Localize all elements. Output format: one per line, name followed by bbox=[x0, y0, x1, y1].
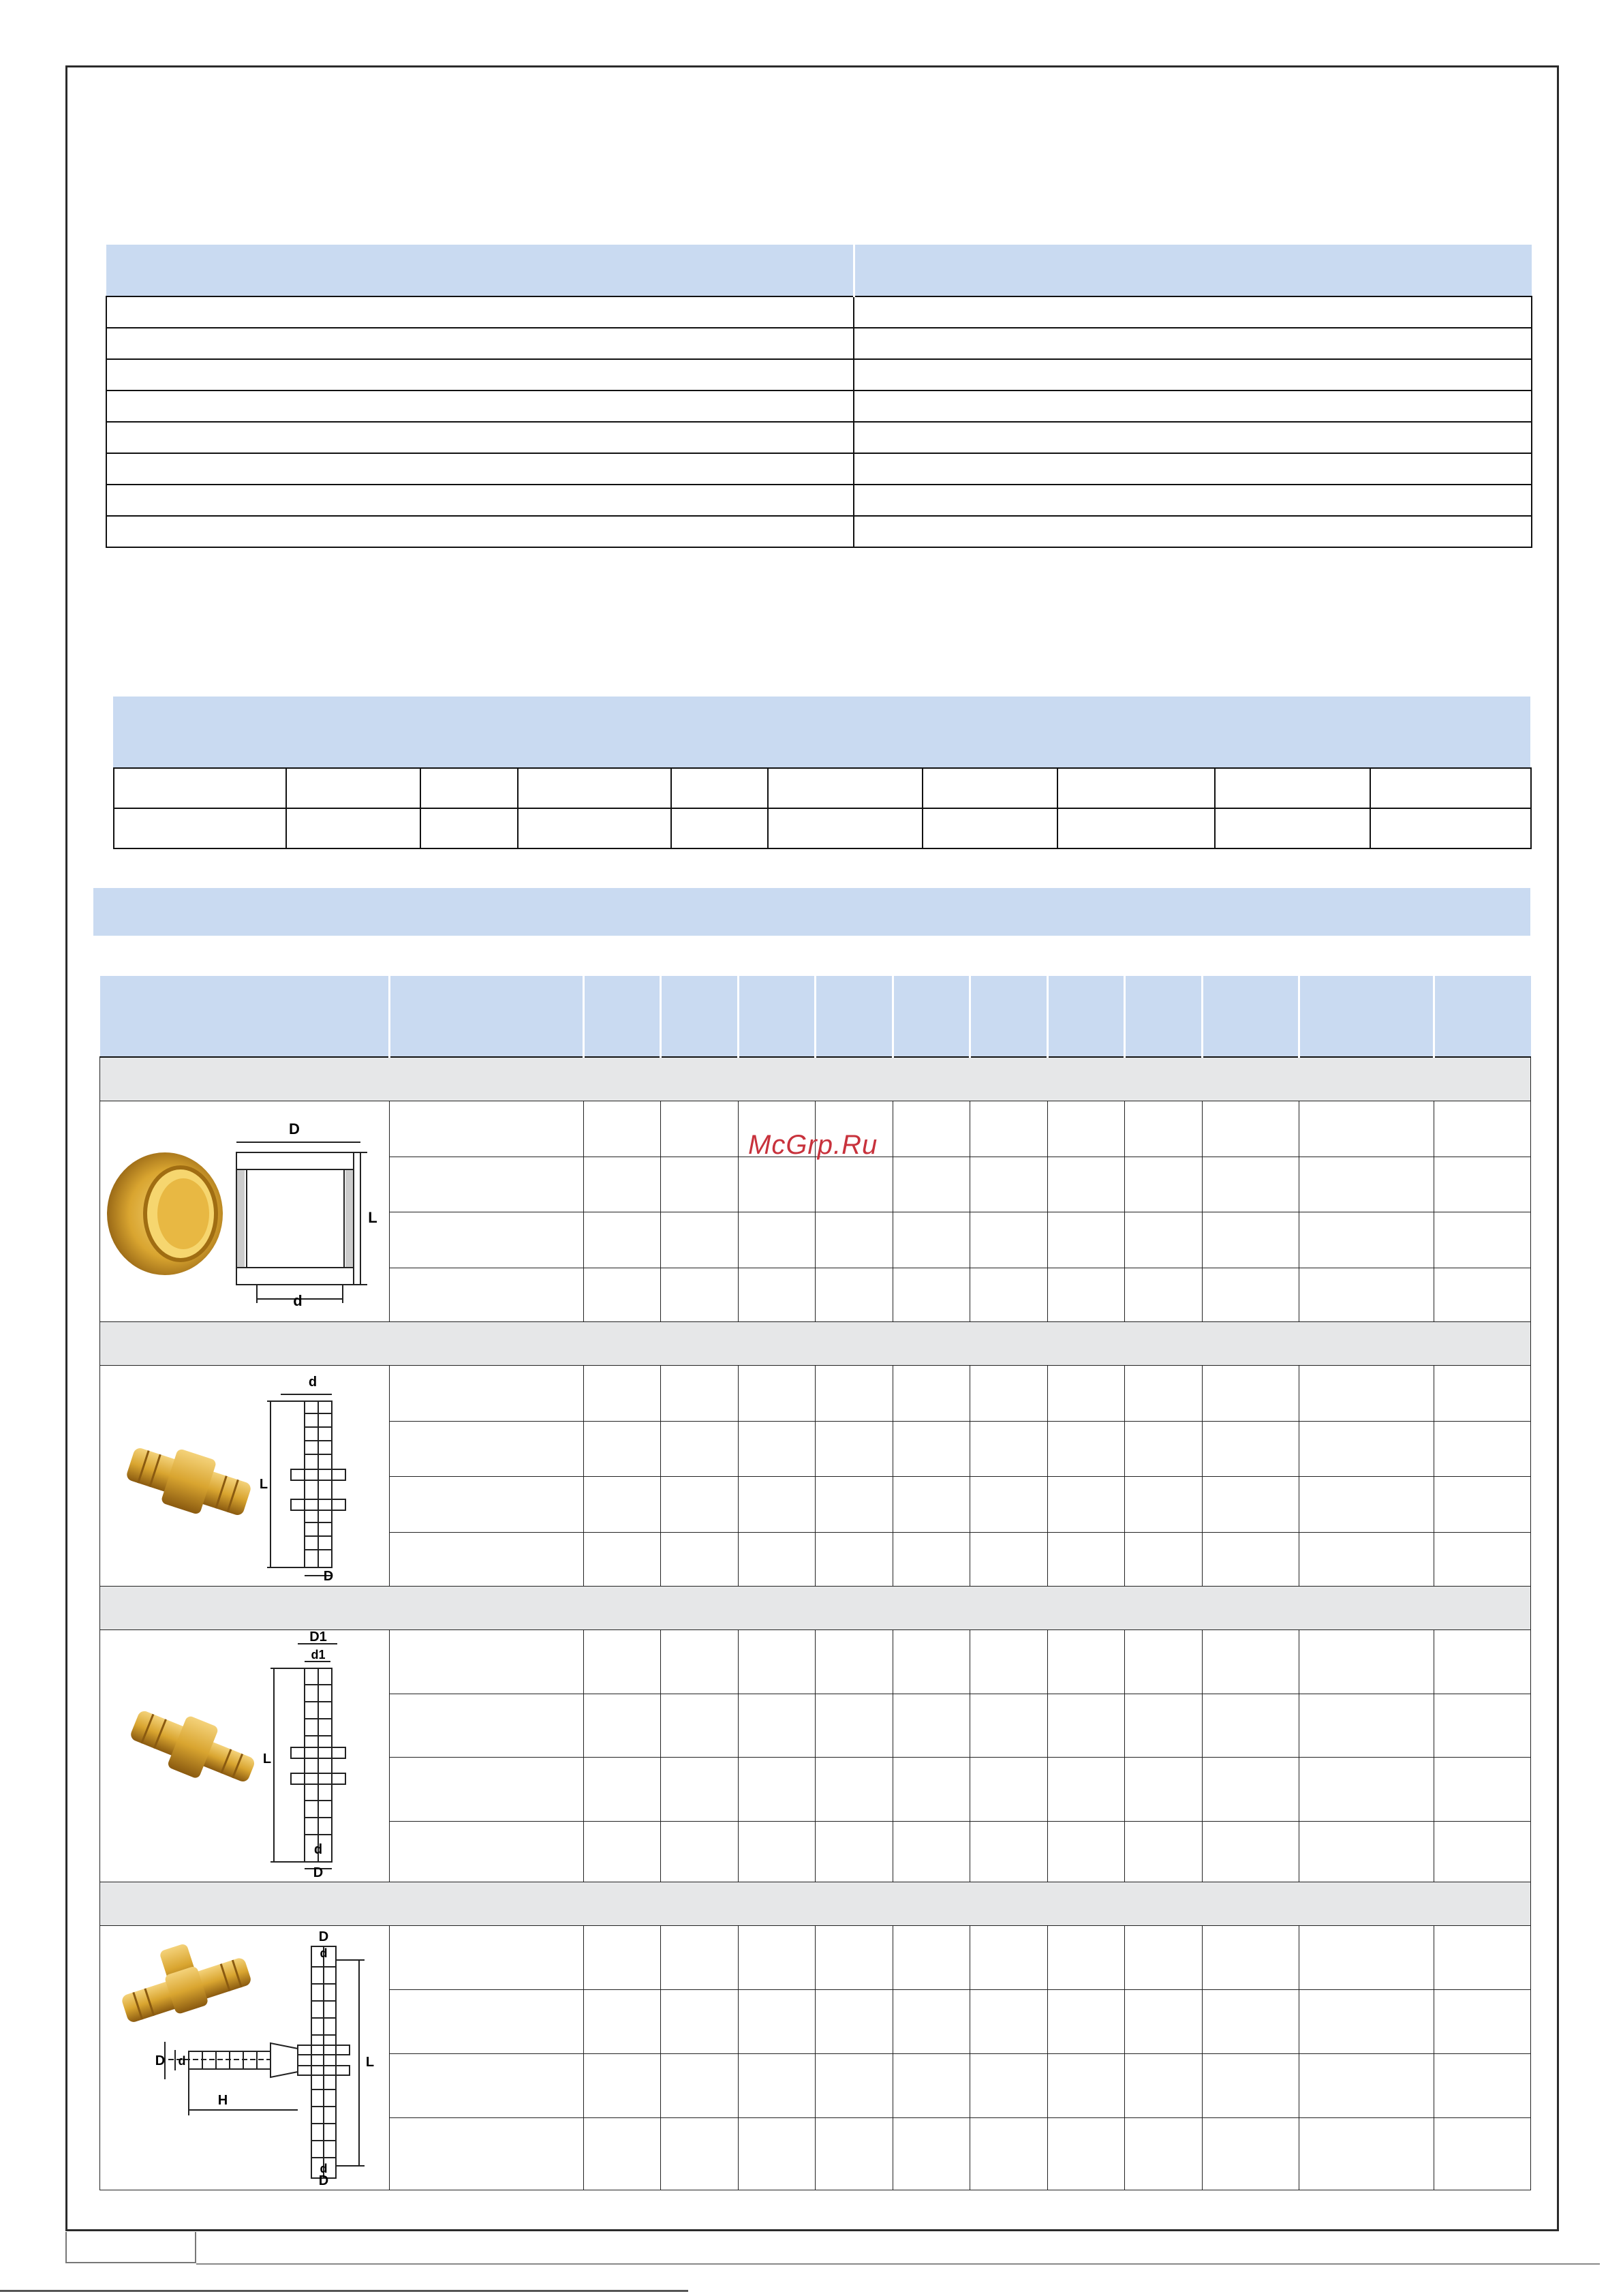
properties-header-cell bbox=[106, 245, 854, 296]
cell bbox=[970, 1821, 1048, 1882]
cell bbox=[1203, 1157, 1299, 1212]
property-name-cell bbox=[106, 453, 854, 485]
cell bbox=[390, 2117, 584, 2190]
cell bbox=[1299, 1477, 1434, 1533]
cell bbox=[390, 1157, 584, 1212]
cell bbox=[739, 2117, 816, 2190]
header-cell bbox=[661, 976, 739, 1057]
cell bbox=[1125, 1989, 1203, 2053]
cell bbox=[1299, 1758, 1434, 1822]
cell bbox=[661, 1821, 739, 1882]
cell bbox=[1048, 2053, 1125, 2117]
dimensions-header-band bbox=[113, 697, 1530, 767]
cell bbox=[739, 1926, 816, 1990]
cell bbox=[1203, 1268, 1299, 1322]
cell bbox=[1048, 1477, 1125, 1533]
cell bbox=[893, 1421, 970, 1477]
cell bbox=[893, 1212, 970, 1268]
cell bbox=[816, 1821, 893, 1882]
dimension-cell bbox=[420, 768, 518, 808]
cell bbox=[1434, 1926, 1531, 1990]
cell bbox=[816, 2053, 893, 2117]
svg-text:D: D bbox=[313, 1865, 324, 1877]
dimension-cell bbox=[114, 808, 286, 848]
header-cell bbox=[816, 976, 893, 1057]
svg-text:d: d bbox=[293, 1292, 303, 1309]
cell bbox=[1299, 1366, 1434, 1422]
dimension-cell bbox=[923, 808, 1057, 848]
brass-reducing-coupling-icon bbox=[100, 1630, 386, 1877]
properties-header-cell bbox=[854, 245, 1532, 296]
cell bbox=[1125, 2053, 1203, 2117]
group-title-cell bbox=[100, 1587, 1531, 1630]
cell bbox=[739, 1366, 816, 1422]
cell bbox=[390, 1268, 584, 1322]
cell bbox=[584, 1926, 661, 1990]
cell bbox=[1048, 1821, 1125, 1882]
properties-row bbox=[106, 453, 1532, 485]
dimension-cell bbox=[114, 768, 286, 808]
cell bbox=[816, 1157, 893, 1212]
cell bbox=[893, 1989, 970, 2053]
cell bbox=[816, 1630, 893, 1694]
header-cell bbox=[1048, 976, 1125, 1057]
cell bbox=[1434, 1366, 1531, 1422]
cell bbox=[1203, 1926, 1299, 1990]
cell bbox=[970, 1212, 1048, 1268]
dimensions-row bbox=[114, 808, 1531, 848]
property-value-cell bbox=[854, 328, 1532, 359]
cell bbox=[1434, 2053, 1531, 2117]
properties-row bbox=[106, 296, 1532, 328]
cell bbox=[390, 1694, 584, 1758]
cell bbox=[584, 1212, 661, 1268]
cell bbox=[1203, 2053, 1299, 2117]
header-cell bbox=[970, 976, 1048, 1057]
cell bbox=[893, 1821, 970, 1882]
property-value-cell bbox=[854, 516, 1532, 547]
watermark: McGrp.Ru bbox=[748, 1130, 878, 1160]
cell bbox=[739, 1758, 816, 1822]
cell bbox=[584, 1758, 661, 1822]
bottom-rule bbox=[0, 2290, 688, 2292]
dimensions-row bbox=[114, 768, 1531, 808]
header-cell bbox=[739, 976, 816, 1057]
fitting-image-cell bbox=[100, 1366, 390, 1587]
svg-text:L: L bbox=[368, 1209, 377, 1226]
cell bbox=[1299, 1926, 1434, 1990]
cell bbox=[816, 1366, 893, 1422]
cell bbox=[661, 1157, 739, 1212]
dimension-cell bbox=[518, 768, 671, 808]
cell bbox=[1125, 1268, 1203, 1322]
cell bbox=[893, 1926, 970, 1990]
cell bbox=[584, 1821, 661, 1882]
group-row bbox=[100, 1587, 1531, 1630]
dimension-cell bbox=[923, 768, 1057, 808]
property-name-cell bbox=[106, 296, 854, 328]
cell bbox=[584, 1532, 661, 1587]
cell bbox=[584, 1477, 661, 1533]
cell bbox=[1203, 1477, 1299, 1533]
cell bbox=[970, 1157, 1048, 1212]
cell bbox=[1203, 2117, 1299, 2190]
property-name-cell bbox=[106, 391, 854, 422]
cell bbox=[584, 1268, 661, 1322]
cell bbox=[970, 2117, 1048, 2190]
cell bbox=[1299, 1212, 1434, 1268]
brass-tee-icon bbox=[100, 1926, 386, 2185]
fitting-image-cell bbox=[100, 1630, 390, 1882]
cell bbox=[816, 1477, 893, 1533]
cell bbox=[661, 1212, 739, 1268]
table-row bbox=[100, 1926, 1531, 1990]
properties-row bbox=[106, 422, 1532, 453]
cell bbox=[816, 1694, 893, 1758]
header-cell bbox=[584, 976, 661, 1057]
cell bbox=[1125, 1758, 1203, 1822]
cell bbox=[390, 1630, 584, 1694]
cell bbox=[1434, 1101, 1531, 1157]
cell bbox=[893, 1101, 970, 1157]
dimension-cell bbox=[420, 808, 518, 848]
cell bbox=[1125, 1630, 1203, 1694]
cell bbox=[1048, 1268, 1125, 1322]
cell bbox=[970, 1477, 1048, 1533]
svg-text:d: d bbox=[320, 1946, 328, 1960]
fitting-image-cell bbox=[100, 1101, 390, 1322]
cell bbox=[390, 1212, 584, 1268]
cell bbox=[390, 1989, 584, 2053]
header-cell bbox=[100, 976, 390, 1057]
header-cell bbox=[390, 976, 584, 1057]
cell bbox=[390, 2053, 584, 2117]
dimension-cell bbox=[1215, 808, 1370, 848]
cell bbox=[970, 1268, 1048, 1322]
cell bbox=[584, 1630, 661, 1694]
cell bbox=[1048, 1101, 1125, 1157]
cell bbox=[739, 1630, 816, 1694]
group-title-cell bbox=[100, 1882, 1531, 1926]
cell bbox=[1434, 2117, 1531, 2190]
cell bbox=[970, 1532, 1048, 1587]
properties-row bbox=[106, 391, 1532, 422]
cell bbox=[661, 1630, 739, 1694]
cell bbox=[1299, 1630, 1434, 1694]
dimension-cell bbox=[1057, 768, 1215, 808]
cell bbox=[584, 1101, 661, 1157]
dimension-cell bbox=[768, 808, 923, 848]
property-name-cell bbox=[106, 359, 854, 391]
brass-coupling-icon bbox=[100, 1366, 386, 1581]
property-value-cell bbox=[854, 453, 1532, 485]
group-row bbox=[100, 1322, 1531, 1366]
svg-text:L: L bbox=[262, 1751, 272, 1766]
table-row bbox=[100, 1366, 1531, 1422]
cell bbox=[1299, 1989, 1434, 2053]
cell bbox=[893, 2117, 970, 2190]
svg-text:D: D bbox=[289, 1120, 300, 1137]
svg-text:d: d bbox=[320, 2162, 328, 2175]
cell bbox=[1434, 1630, 1531, 1694]
cell bbox=[661, 1366, 739, 1422]
svg-text:D: D bbox=[318, 2173, 329, 2185]
cell bbox=[1125, 1694, 1203, 1758]
property-name-cell bbox=[106, 328, 854, 359]
cell bbox=[1125, 1157, 1203, 1212]
cell bbox=[816, 1532, 893, 1587]
cell bbox=[1434, 1532, 1531, 1587]
cell bbox=[1125, 1212, 1203, 1268]
cell bbox=[661, 2117, 739, 2190]
cell bbox=[1048, 1758, 1125, 1822]
svg-text:d: d bbox=[308, 1375, 318, 1390]
header-cell bbox=[1125, 976, 1203, 1057]
cell bbox=[893, 1268, 970, 1322]
cell bbox=[1299, 1157, 1434, 1212]
property-value-cell bbox=[854, 296, 1532, 328]
cell bbox=[1434, 1694, 1531, 1758]
cell bbox=[893, 1630, 970, 1694]
cell bbox=[1048, 1157, 1125, 1212]
cell bbox=[584, 1694, 661, 1758]
cell bbox=[970, 1758, 1048, 1822]
cell bbox=[584, 1366, 661, 1422]
cell bbox=[390, 1366, 584, 1422]
cell bbox=[739, 1477, 816, 1533]
cell bbox=[1203, 1212, 1299, 1268]
svg-text:d: d bbox=[178, 2054, 186, 2068]
cell bbox=[1203, 1101, 1299, 1157]
cell bbox=[1048, 1926, 1125, 1990]
cell bbox=[970, 1101, 1048, 1157]
cell bbox=[1434, 1268, 1531, 1322]
cell bbox=[1434, 1212, 1531, 1268]
header-cell bbox=[893, 976, 970, 1057]
cell bbox=[390, 1821, 584, 1882]
dimension-cell bbox=[671, 808, 768, 848]
cell bbox=[1299, 1694, 1434, 1758]
cell bbox=[1125, 2117, 1203, 2190]
cell bbox=[661, 1926, 739, 1990]
cell bbox=[893, 1366, 970, 1422]
cell bbox=[1299, 2117, 1434, 2190]
cell bbox=[584, 2117, 661, 2190]
cell bbox=[1299, 1101, 1434, 1157]
cell bbox=[816, 1926, 893, 1990]
cell bbox=[970, 1989, 1048, 2053]
cell bbox=[390, 1532, 584, 1587]
cell bbox=[661, 1421, 739, 1477]
cell bbox=[1434, 1758, 1531, 1822]
svg-text:H: H bbox=[217, 2093, 228, 2108]
svg-text:d: d bbox=[313, 1842, 323, 1857]
cell bbox=[739, 1821, 816, 1882]
fittings-header bbox=[100, 976, 1531, 1057]
cell bbox=[390, 1101, 584, 1157]
cell bbox=[970, 2053, 1048, 2117]
cell bbox=[1203, 1366, 1299, 1422]
cell bbox=[739, 1989, 816, 2053]
cell bbox=[1203, 1821, 1299, 1882]
cell bbox=[1048, 1212, 1125, 1268]
cell bbox=[661, 1532, 739, 1587]
cell bbox=[1299, 1268, 1434, 1322]
table-row bbox=[100, 1630, 1531, 1694]
cell bbox=[1048, 1421, 1125, 1477]
property-name-cell bbox=[106, 516, 854, 547]
cell bbox=[893, 1758, 970, 1822]
dimension-cell bbox=[1370, 808, 1531, 848]
cell bbox=[1048, 1989, 1125, 2053]
dimension-cell bbox=[671, 768, 768, 808]
cell bbox=[1299, 1821, 1434, 1882]
cell bbox=[1299, 2053, 1434, 2117]
cell bbox=[1203, 1758, 1299, 1822]
cell bbox=[816, 1421, 893, 1477]
cell bbox=[1048, 1532, 1125, 1587]
cell bbox=[661, 1989, 739, 2053]
svg-text:D1: D1 bbox=[309, 1630, 327, 1644]
svg-text:D: D bbox=[323, 1569, 334, 1581]
cell bbox=[1048, 2117, 1125, 2190]
svg-text:D: D bbox=[155, 2053, 166, 2068]
svg-text:D: D bbox=[318, 1929, 329, 1944]
dimension-cell bbox=[1215, 768, 1370, 808]
cell bbox=[1203, 1532, 1299, 1587]
cell bbox=[1125, 1532, 1203, 1587]
cell bbox=[739, 1268, 816, 1322]
cell bbox=[739, 1212, 816, 1268]
cell bbox=[1434, 1989, 1531, 2053]
dimension-cell bbox=[1370, 768, 1531, 808]
cell bbox=[1125, 1421, 1203, 1477]
cell bbox=[970, 1694, 1048, 1758]
property-value-cell bbox=[854, 391, 1532, 422]
cell bbox=[1203, 1694, 1299, 1758]
cell bbox=[1203, 1421, 1299, 1477]
property-name-cell bbox=[106, 422, 854, 453]
properties-row bbox=[106, 328, 1532, 359]
cell bbox=[739, 1694, 816, 1758]
brass-sleeve-icon bbox=[100, 1101, 386, 1317]
header-cell bbox=[1434, 976, 1531, 1057]
cell bbox=[661, 2053, 739, 2117]
cell bbox=[1434, 1157, 1531, 1212]
cell bbox=[816, 1212, 893, 1268]
property-value-cell bbox=[854, 422, 1532, 453]
cell bbox=[390, 1758, 584, 1822]
cell bbox=[661, 1101, 739, 1157]
group-title-cell bbox=[100, 1322, 1531, 1366]
cell bbox=[1125, 1926, 1203, 1990]
header-cell bbox=[1299, 976, 1434, 1057]
property-value-cell bbox=[854, 485, 1532, 516]
cell bbox=[390, 1421, 584, 1477]
cell bbox=[1299, 1532, 1434, 1587]
dimensions-table bbox=[113, 767, 1532, 849]
cell bbox=[893, 1532, 970, 1587]
svg-text:L: L bbox=[365, 2055, 375, 2070]
cell bbox=[1125, 1477, 1203, 1533]
dimension-cell bbox=[286, 808, 420, 848]
cell bbox=[1048, 1694, 1125, 1758]
properties-header bbox=[106, 245, 1532, 296]
cell bbox=[661, 1268, 739, 1322]
cell bbox=[816, 1268, 893, 1322]
cell bbox=[1299, 1421, 1434, 1477]
cell bbox=[970, 1630, 1048, 1694]
group-title-cell bbox=[100, 1057, 1531, 1101]
cell bbox=[893, 1157, 970, 1212]
cell bbox=[1125, 1821, 1203, 1882]
cell bbox=[1203, 1630, 1299, 1694]
cell bbox=[390, 1477, 584, 1533]
cell bbox=[739, 2053, 816, 2117]
property-value-cell bbox=[854, 359, 1532, 391]
cell bbox=[816, 1989, 893, 2053]
cell bbox=[893, 2053, 970, 2117]
group-row bbox=[100, 1057, 1531, 1101]
cell bbox=[970, 1421, 1048, 1477]
cell bbox=[1048, 1366, 1125, 1422]
cell bbox=[1125, 1101, 1203, 1157]
fitting-image-cell bbox=[100, 1926, 390, 2190]
cell bbox=[1434, 1821, 1531, 1882]
cell bbox=[739, 1157, 816, 1212]
footer-tab bbox=[65, 2232, 196, 2263]
cell bbox=[739, 1421, 816, 1477]
cell bbox=[970, 1366, 1048, 1422]
cell bbox=[1203, 1989, 1299, 2053]
cell bbox=[1125, 1366, 1203, 1422]
cell bbox=[584, 1157, 661, 1212]
properties-row bbox=[106, 359, 1532, 391]
section-title-band bbox=[93, 888, 1530, 936]
svg-text:L: L bbox=[259, 1477, 268, 1492]
dimension-cell bbox=[768, 768, 923, 808]
dimension-cell bbox=[518, 808, 671, 848]
cell bbox=[584, 1421, 661, 1477]
cell bbox=[1434, 1477, 1531, 1533]
cell bbox=[816, 2117, 893, 2190]
cell bbox=[390, 1926, 584, 1990]
properties-table bbox=[106, 245, 1532, 548]
cell bbox=[661, 1694, 739, 1758]
cell bbox=[1048, 1630, 1125, 1694]
cell bbox=[661, 1758, 739, 1822]
cell bbox=[1434, 1421, 1531, 1477]
header-cell bbox=[1203, 976, 1299, 1057]
cell bbox=[893, 1694, 970, 1758]
dimension-cell bbox=[286, 768, 420, 808]
properties-row bbox=[106, 485, 1532, 516]
cell bbox=[970, 1926, 1048, 1990]
cell bbox=[739, 1532, 816, 1587]
property-name-cell bbox=[106, 485, 854, 516]
cell bbox=[816, 1758, 893, 1822]
cell bbox=[661, 1477, 739, 1533]
cell bbox=[584, 2053, 661, 2117]
dimension-cell bbox=[1057, 808, 1215, 848]
cell bbox=[893, 1477, 970, 1533]
footer-rule bbox=[196, 2263, 1600, 2265]
properties-row bbox=[106, 516, 1532, 547]
cell bbox=[584, 1989, 661, 2053]
group-row bbox=[100, 1882, 1531, 1926]
svg-text:d1: d1 bbox=[311, 1648, 326, 1662]
